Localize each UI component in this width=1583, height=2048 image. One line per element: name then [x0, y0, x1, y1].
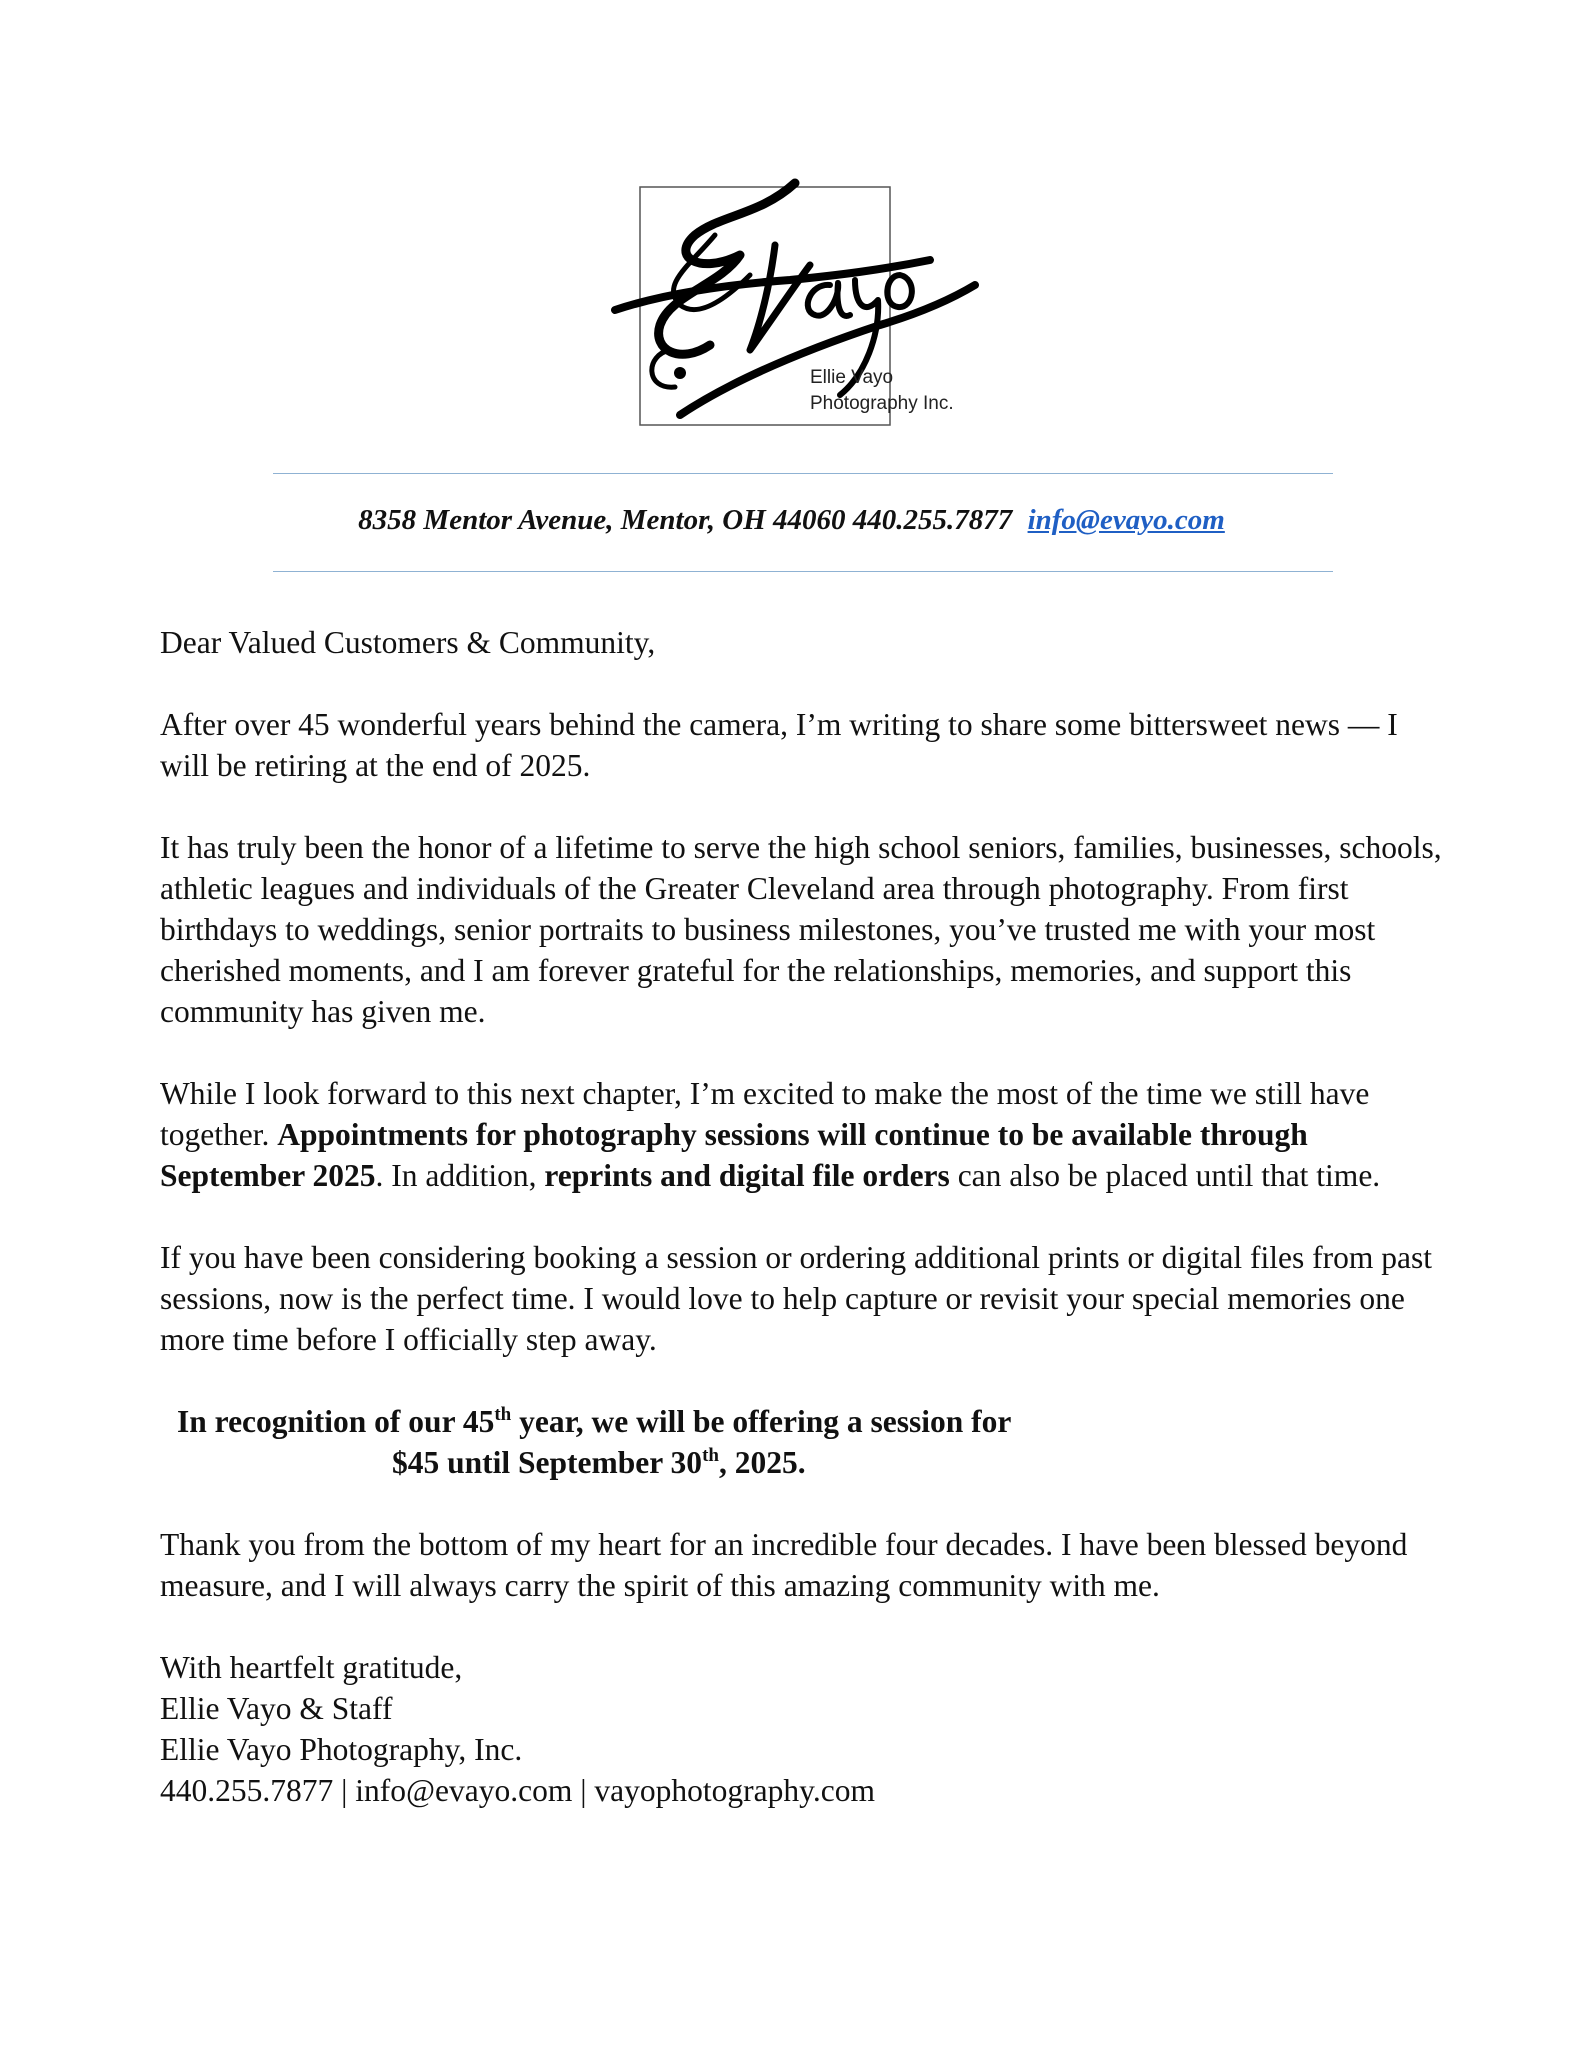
paragraph-thanks: Thank you from the bottom of my heart for an incredible four decades. I have been blessed beyond measure, and I will always carry the spirit of this amazing community with me. — [160, 1527, 1408, 1603]
paragraph-availability — [160, 1073, 1450, 1196]
signer-name: Ellie Vayo & Staff — [160, 1691, 393, 1726]
paragraph-availability-text-1: While I look forward to this next chapter, I’m excited to make the most of the time we still have together. — [160, 1076, 1370, 1152]
company-logo — [600, 175, 980, 445]
appointments-bold-text: Appointments for photography sessions will continue to be available through September 2025 — [160, 1117, 1308, 1193]
promo-text-a: In recognition of our 45 — [177, 1404, 495, 1439]
logo-text-line2: Photography Inc. — [810, 393, 954, 414]
paragraph-availability-text-3: can also be placed until that time. — [949, 1158, 1381, 1193]
promo-text-d: , 2025. — [718, 1445, 806, 1480]
promo-sup-1: th — [494, 1404, 512, 1425]
address-text: 8358 Mentor Avenue, Mentor, OH 44060 440.255.7877 — [358, 504, 1013, 536]
closing: With heartfelt gratitude, — [160, 1650, 463, 1685]
paragraph-retirement: After over 45 wonderful years behind the camera, I’m writing to share some bittersweet news — I will be retiring at the end of 2025. — [160, 707, 1398, 783]
paragraph-gratitude: It has truly been the honor of a lifetime to serve the high school seniors, families, businesses, schools, athletic leagues and individuals of the Greater Cleveland area through photography. From first birthdays to weddings, senior portraits to business milestones, you’ve trusted me with your most cherished moments, and I am forever grateful for the relationships, memories, and support this community has given me. — [160, 830, 1442, 1029]
paragraph-booking: If you have been considering booking a session or ordering additional prints or digital files from past sessions, now is the perfect time. I would love to help capture or revisit your special memories one more time before I officially step away. — [160, 1240, 1432, 1357]
signer-company: Ellie Vayo Photography, Inc. — [160, 1732, 523, 1767]
letter-body — [160, 622, 1450, 1811]
promo-text-c: $45 until September 30 — [392, 1445, 703, 1480]
header-divider-top — [273, 473, 1333, 474]
signer-contact: 440.255.7877 | info@evayo.com | vayophotography.com — [160, 1773, 875, 1808]
signature-block — [160, 1647, 1450, 1811]
promo-announcement — [160, 1401, 1450, 1483]
promo-text-b: year, we will be offering a session for — [511, 1404, 1012, 1439]
email-link[interactable]: info@evayo.com — [1027, 504, 1225, 536]
paragraph-availability-text-2: . In addition, — [375, 1158, 545, 1193]
logo-text-line1: Ellie Vayo — [810, 367, 894, 388]
promo-line-2 — [160, 1442, 1450, 1483]
reprints-bold-text: reprints and digital file orders — [544, 1158, 950, 1193]
promo-line-1 — [160, 1401, 1450, 1442]
promo-sup-2: th — [702, 1445, 719, 1466]
address-line — [0, 504, 1583, 537]
salutation: Dear Valued Customers & Community, — [160, 625, 656, 660]
header-divider-bottom — [273, 571, 1333, 572]
